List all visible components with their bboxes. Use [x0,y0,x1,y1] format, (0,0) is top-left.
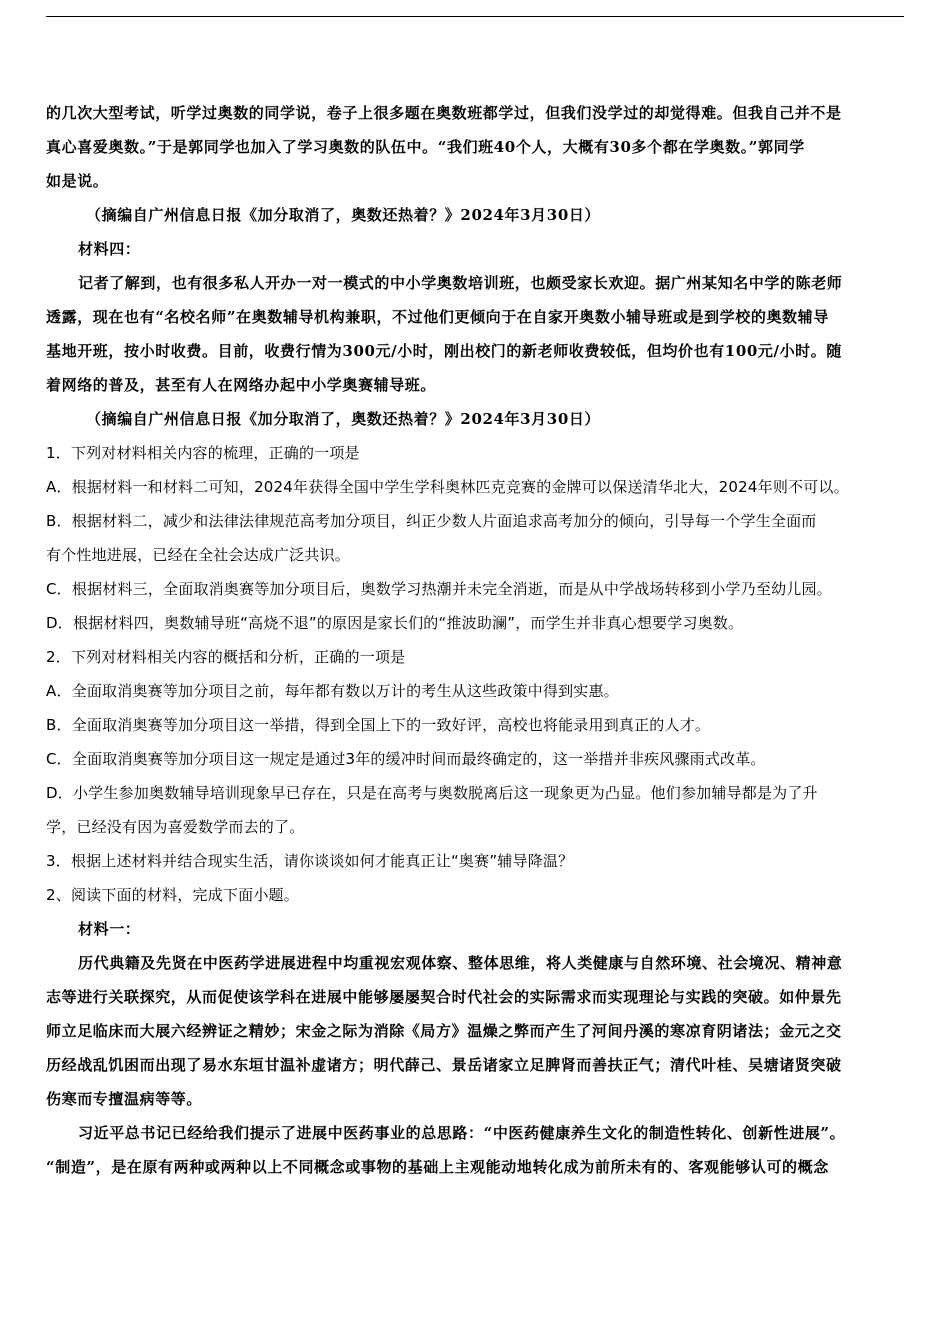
question-line: 学，已经没有因为喜爱数学而去的了。 [46,818,305,836]
text-line: 师立足临床而大展六经辨证之精妙；宋金之际为消除《局方》温燥之弊而产生了河间丹溪的寒凉育阴诸法；金元之交 [46,1022,842,1040]
text-line: （摘编自广州信息日报《加分取消了，奥数还热着？》2024年3月30日） [86,410,601,428]
question-line: 2．下列对材料相关内容的概括和分析，正确的一项是 [46,648,406,666]
question-line: 2、阅读下面的材料，完成下面小题。 [46,886,299,904]
question-line: D．根据材料四，奥数辅导班“高烧不退”的原因是家长们的“推波助澜”，而学生并非真心想要学习奥数。 [46,614,744,632]
text-line: 材料四： [78,240,141,258]
text-line: 历经战乱饥困而出现了易水东垣甘温补虚诸方；明代薛己、景岳诸家立足脾肾而善扶正气；清代叶桂、吴塘诸贤突破 [46,1056,842,1074]
passage-a [46,96,908,436]
document-body [46,96,908,1184]
question-line: A．全面取消奥赛等加分项目之前，每年都有数以万计的考生从这些政策中得到实惠。 [46,682,619,700]
question-line: 3．根据上述材料并结合现实生活，请你谈谈如何才能真正让“奥赛”辅导降温？ [46,852,574,870]
question-line: B．根据材料二，减少和法律法律规范高考加分项目，纠正少数人片面追求高考加分的倾向，引导每一个学生全面而 [46,512,817,530]
text-line: 透露，现在也有“名校名师”在奥数辅导机构兼职，不过他们更倾向于在自家开奥数小辅导班或是到学校的奥数辅导 [46,308,829,326]
text-line: 材料一： [78,920,141,938]
question-line: A．根据材料一和材料二可知，2024年获得全国中学生学科奥林匹克竞赛的金牌可以保送清华北大，2024年则不可以。 [46,478,849,496]
header-rule [46,16,904,17]
question-line: B．全面取消奥赛等加分项目这一举措，得到全国上下的一致好评，高校也将能录用到真正的人才。 [46,716,711,734]
question-line: C．根据材料三，全面取消奥赛等加分项目后，奥数学习热潮并未完全消逝，而是从中学战场转移到小学乃至幼儿园。 [46,580,832,598]
question-line: D．小学生参加奥数辅导培训现象早已存在，只是在高考与奥数脱离后这一现象更为凸显。他们参加辅导都是为了升 [46,784,818,802]
text-line: 真心喜爱奥数。”于是郭同学也加入了学习奥数的队伍中。“我们班40个人，大概有30多个都在学奥数。”郭同学 [46,138,805,156]
question-block [46,436,908,912]
text-line: 习近平总书记已经给我们提示了进展中医药事业的总思路：“中医药健康养生文化的制造性转化、创新性进展”。 [78,1124,846,1142]
text-line: 记者了解到，也有很多私人开办一对一模式的中小学奥数培训班，也颇受家长欢迎。据广州某知名中学的陈老师 [78,274,843,292]
question-line: C．全面取消奥赛等加分项目这一规定是通过3年的缓冲时间而最终确定的，这一举措并非疾风骤雨式改革。 [46,750,766,768]
text-line: （摘编自广州信息日报《加分取消了，奥数还热着？》2024年3月30日） [86,206,601,224]
question-line: 有个性地进展，已经在全社会达成广泛共识。 [46,546,351,564]
text-line: 志等进行关联探究，从而促使该学科在进展中能够屡屡契合时代社会的实际需求而实现理论与实践的突破。如仲景先 [46,988,842,1006]
question-line: 1．下列对材料相关内容的梳理，正确的一项是 [46,444,360,462]
text-line: 历代典籍及先贤在中医药学进展进程中均重视宏观体察、整体思维，将人类健康与自然环境、社会境况、精神意 [78,954,843,972]
text-line: 伤寒而专擅温病等等。 [46,1090,203,1108]
text-line: “制造”，是在原有两种或两种以上不同概念或事物的基础上主观能动地转化成为前所未有的、客观能够认可的概念 [46,1158,829,1176]
text-line: 着网络的普及，甚至有人在网络办起中小学奥赛辅导班。 [46,376,437,394]
passage-b [46,912,908,1184]
text-line: 如是说。 [46,172,109,190]
text-line: 的几次大型考试，听学过奥数的同学说，卷子上很多题在奥数班都学过，但我们没学过的却觉得难。但我自己并不是 [46,104,842,122]
text-line: 基地开班，按小时收费。目前，收费行情为300元/小时，刚出校门的新老师收费较低，但均价也有100元/小时。随 [46,342,842,360]
